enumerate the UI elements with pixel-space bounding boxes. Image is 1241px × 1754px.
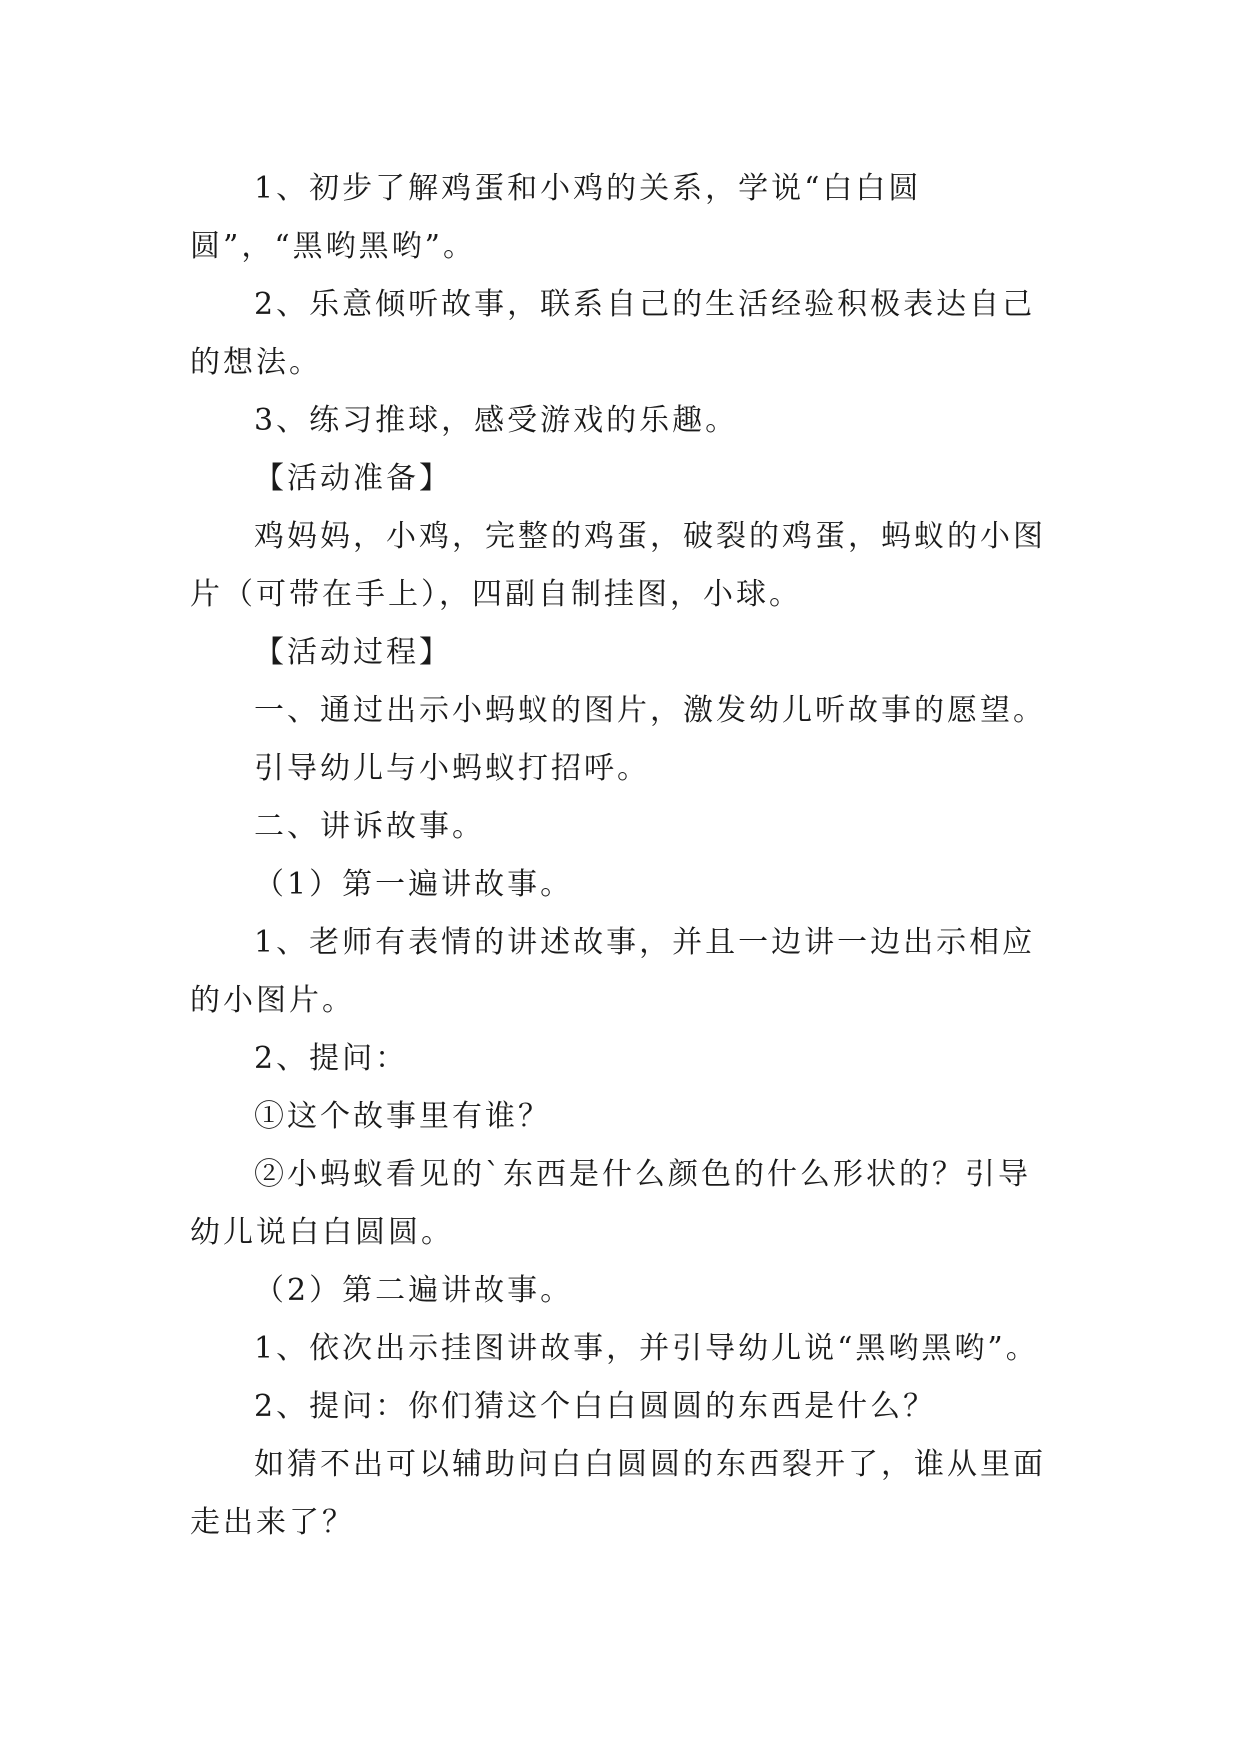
paragraph-process-1: 一、通过出示小蚂蚁的图片，激发幼儿听故事的愿望。: [254, 693, 1046, 728]
paragraph-question-2: ②小蚂蚁看见的`东西是什么颜色的什么形状的？引导幼儿说白白圆圆。: [190, 1157, 1031, 1250]
paragraph-goal-3: 3、练习推球，感受游戏的乐趣。: [254, 403, 739, 438]
paragraph-second-telling: （2）第二遍讲故事。: [254, 1273, 574, 1308]
paragraph-process-1-detail: 引导幼儿与小蚂蚁打招呼。: [254, 751, 650, 786]
paragraph-question-1: ①这个故事里有谁？: [254, 1099, 551, 1134]
paragraph-hint: 如猜不出可以辅助问白白圆圆的东西裂开了，谁从里面走出来了？: [190, 1447, 1046, 1540]
section-heading-preparation: 【活动准备】: [254, 461, 452, 496]
paragraph-process-2: 二、讲诉故事。: [254, 809, 485, 844]
paragraph-preparation: 鸡妈妈，小鸡，完整的鸡蛋，破裂的鸡蛋，蚂蚁的小图片（可带在手上），四副自制挂图，小球。: [190, 519, 1046, 612]
paragraph-second-telling-1: 1、依次出示挂图讲故事，并引导幼儿说“黑哟黑哟”。: [254, 1331, 1039, 1366]
paragraph-first-telling: （1）第一遍讲故事。: [254, 867, 574, 902]
paragraph-first-telling-1: 1、老师有表情的讲述故事，并且一边讲一边出示相应的小图片。: [190, 925, 1036, 1018]
document-page: [190, 160, 1050, 1552]
paragraph-first-telling-2: 2、提问：: [254, 1041, 409, 1076]
paragraph-second-telling-2: 2、提问：你们猜这个白白圆圆的东西是什么？: [254, 1389, 937, 1424]
paragraph-goal-2: 2、乐意倾听故事，联系自己的生活经验积极表达自己的想法。: [190, 287, 1036, 380]
section-heading-process: 【活动过程】: [254, 635, 452, 670]
paragraph-goal-1: 1、初步了解鸡蛋和小鸡的关系，学说“白白圆圆”，“黑哟黑哟”。: [190, 171, 922, 264]
